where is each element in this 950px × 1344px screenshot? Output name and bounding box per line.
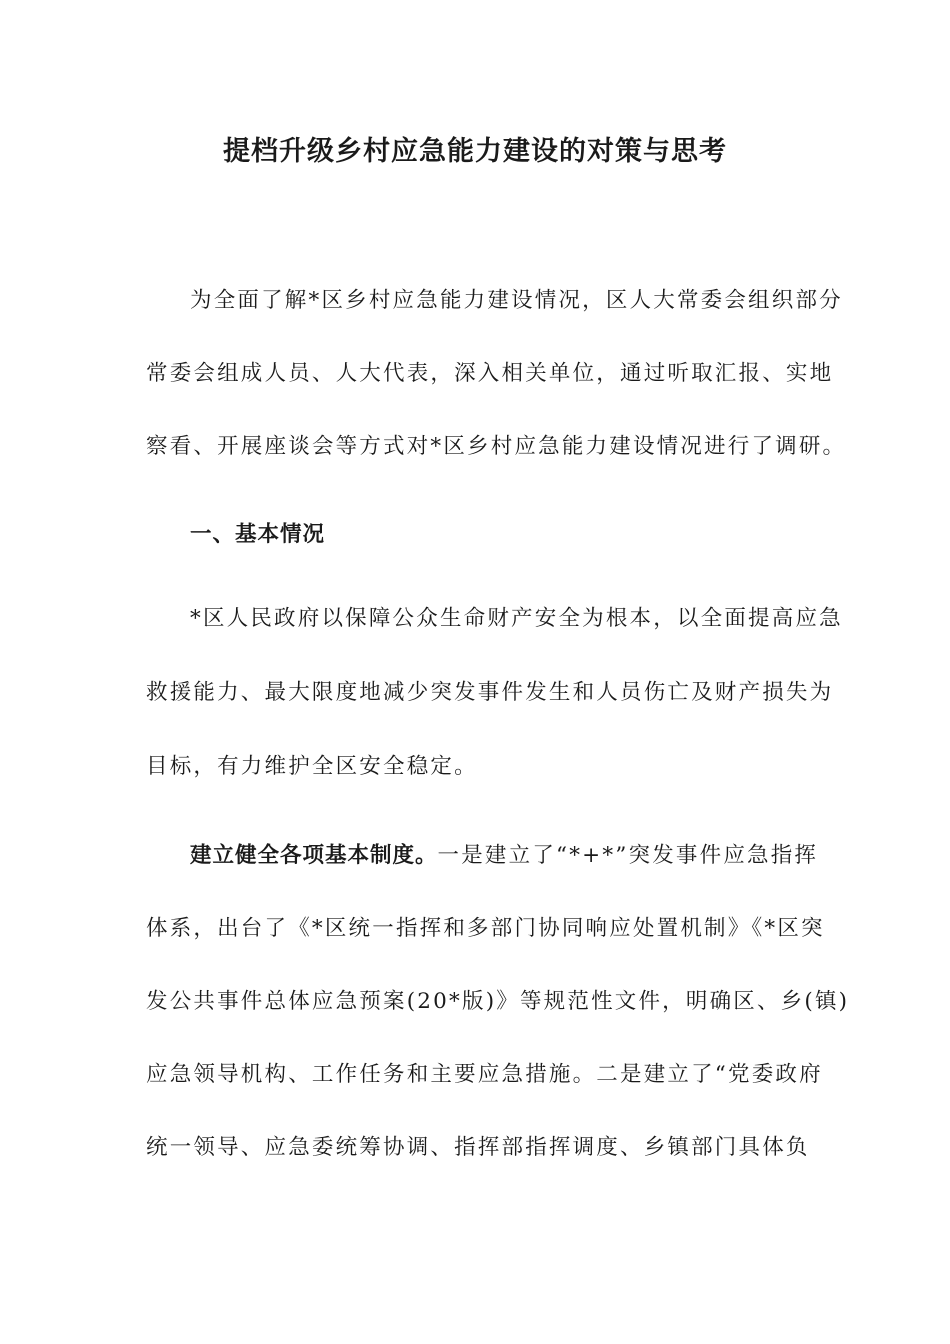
document-title: 提档升级乡村应急能力建设的对策与思考 (223, 136, 727, 167)
paragraph2-line-5: 统一领导、应急委统筹协调、指挥部指挥调度、乡镇部门具体负 (146, 1135, 810, 1160)
section1-line-2: 救援能力、最大限度地减少突发事件发生和人员伤亡及财产损失为 (146, 680, 834, 705)
intro-line-2: 常委会组成人员、人大代表，深入相关单位，通过听取汇报、实地 (146, 361, 834, 386)
intro-line-1: 为全面了解*区乡村应急能力建设情况，区人大常委会组织部分 (190, 288, 843, 313)
section1-line-3: 目标，有力维护全区安全稳定。 (146, 754, 478, 779)
paragraph2-line-1 (190, 839, 819, 873)
section1-line-1: *区人民政府以保障公众生命财产安全为根本，以全面提高应急 (190, 606, 843, 631)
paragraph2-line-4: 应急领导机构、工作任务和主要应急措施。二是建立了“党委政府 (146, 1062, 823, 1087)
paragraph2-first-rest: 一是建立了“*+*”突发事件应急指挥 (437, 843, 819, 868)
paragraph2-line-2: 体系，出台了《*区统一指挥和多部门协同响应处置机制》《*区突 (146, 916, 825, 941)
section-heading-basic-situation: 一、基本情况 (190, 522, 326, 547)
paragraph2-line-3: 发公共事件总体应急预案(20*版)》等规范性文件，明确区、乡(镇) (146, 989, 850, 1014)
intro-line-3: 察看、开展座谈会等方式对*区乡村应急能力建设情况进行了调研。 (146, 434, 847, 459)
paragraph2-lead: 建立健全各项基本制度。 (190, 843, 438, 868)
